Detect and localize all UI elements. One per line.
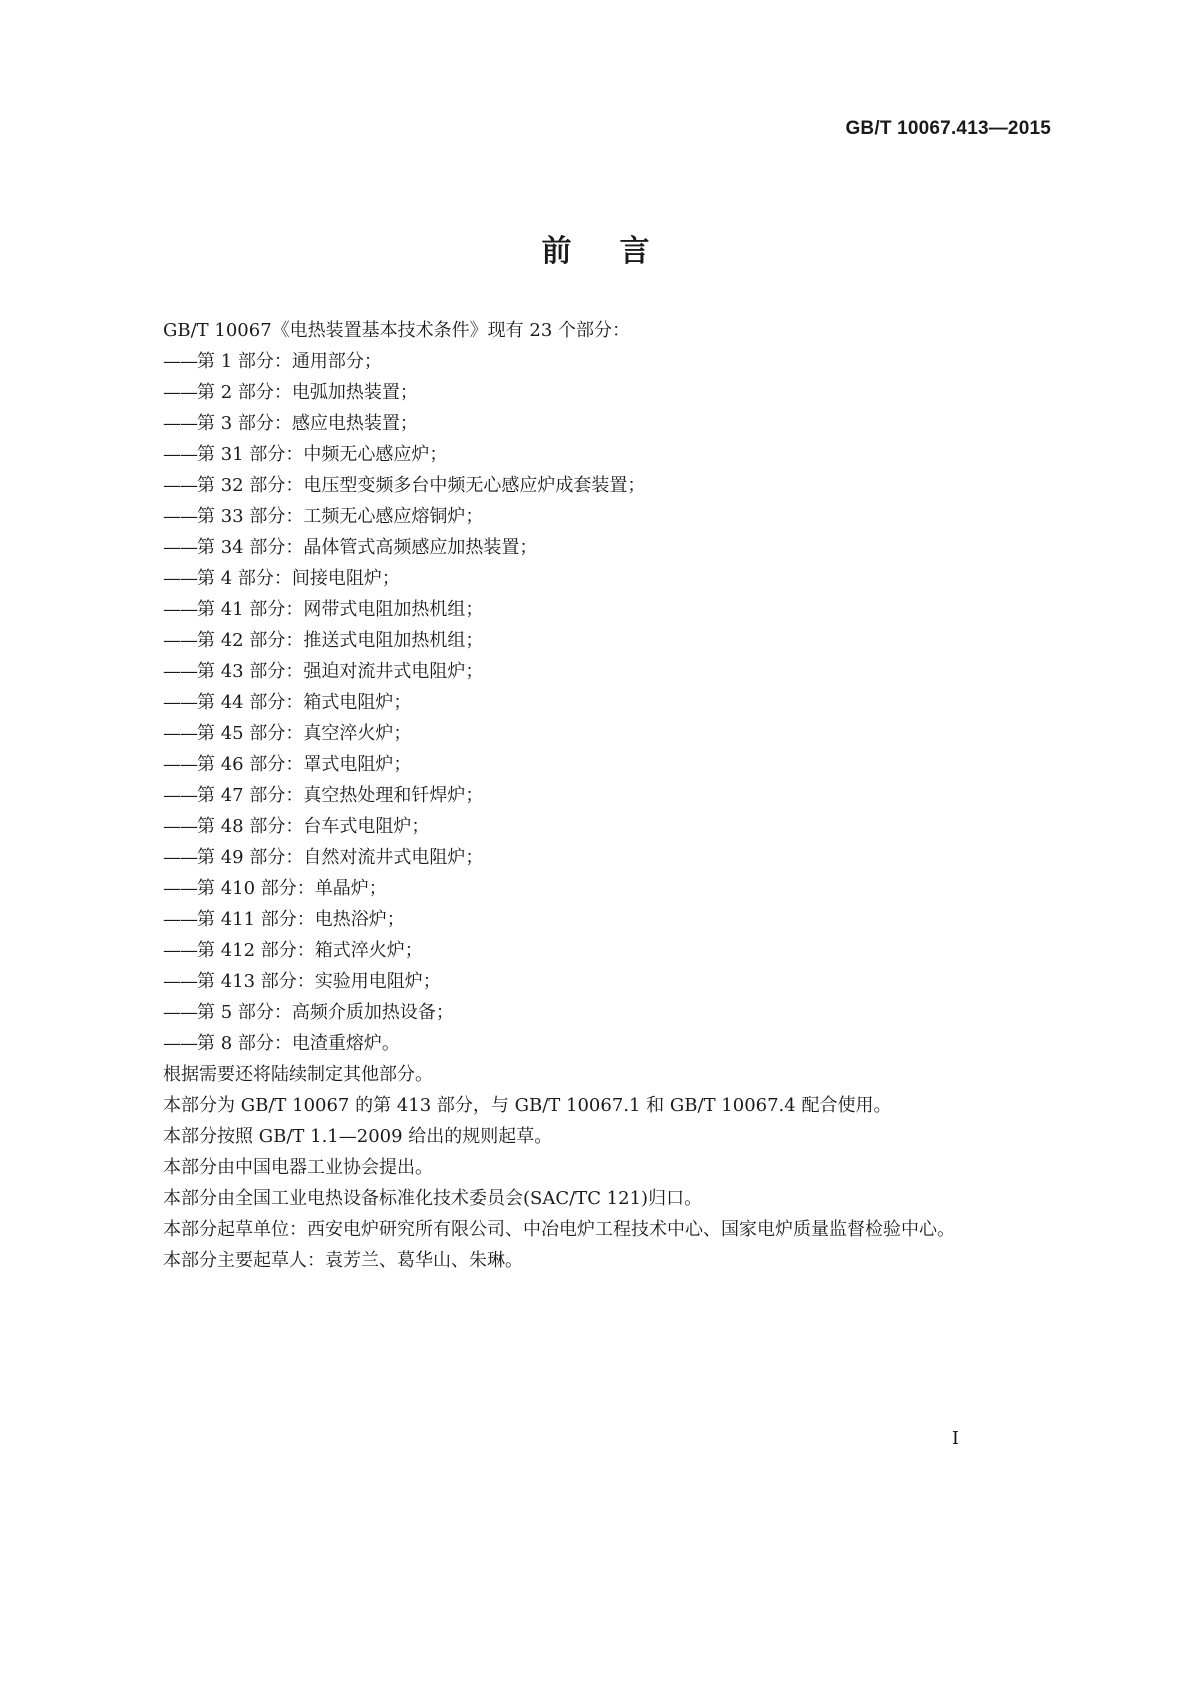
list-item [163, 346, 1063, 377]
list-item [163, 501, 1063, 532]
list-item [163, 532, 1063, 563]
list-item-text: 第 46 部分：罩式电阻炉； [197, 754, 412, 775]
dash-marker: —— [163, 754, 197, 775]
list-item [163, 873, 1063, 904]
dash-marker: —— [163, 909, 197, 930]
dash-marker: —— [163, 506, 197, 527]
list-item [163, 377, 1063, 408]
paragraph: 本部分起草单位：西安电炉研究所有限公司、中冶电炉工程技术中心、国家电炉质量监督检验中心。 [163, 1219, 955, 1240]
dash-marker: —— [163, 444, 197, 465]
dash-marker: —— [163, 661, 197, 682]
list-item-text: 第 42 部分：推送式电阻加热机组； [197, 630, 484, 651]
dash-marker: —— [163, 475, 197, 496]
dash-marker: —— [163, 785, 197, 806]
list-item-text: 第 32 部分：电压型变频多台中频无心感应炉成套装置； [197, 475, 646, 496]
list-item [163, 439, 1063, 470]
dash-marker: —— [163, 537, 197, 558]
list-item-text: 第 47 部分：真空热处理和钎焊炉； [197, 785, 484, 806]
list-item [163, 904, 1063, 935]
list-item [163, 997, 1063, 1028]
dash-marker: —— [163, 723, 197, 744]
dash-marker: —— [163, 382, 197, 403]
list-item-text: 第 3 部分：感应电热装置； [197, 413, 418, 434]
page-title: 前言 [541, 234, 698, 269]
list-item-text: 第 410 部分：单晶炉； [197, 878, 387, 899]
list-item-text: 第 34 部分：晶体管式高频感应加热装置； [197, 537, 538, 558]
list-item [163, 563, 1063, 594]
page-number: I [951, 1428, 959, 1449]
list-item-text: 第 41 部分：网带式电阻加热机组； [197, 599, 484, 620]
dash-marker: —— [163, 847, 197, 868]
paragraph: 根据需要还将陆续制定其他部分。 [163, 1064, 433, 1085]
list-item [163, 656, 1063, 687]
paragraph: 本部分按照 GB/T 1.1—2009 给出的规则起草。 [163, 1126, 553, 1147]
list-item [163, 470, 1063, 501]
dash-marker: —— [163, 692, 197, 713]
list-item-text: 第 1 部分：通用部分； [197, 351, 382, 372]
list-item-text: 第 412 部分：箱式淬火炉； [197, 940, 423, 961]
dash-marker: —— [163, 816, 197, 837]
list-item-text: 第 45 部分：真空淬火炉； [197, 723, 412, 744]
list-item [163, 594, 1063, 625]
paragraph: 本部分由全国工业电热设备标准化技术委员会(SAC/TC 121)归口。 [163, 1188, 703, 1209]
standard-code: GB/T 10067.413—2015 [845, 118, 1051, 139]
list-item [163, 811, 1063, 842]
dash-marker: —— [163, 568, 197, 589]
list-item [163, 935, 1063, 966]
list-item-text: 第 411 部分：电热浴炉； [197, 909, 405, 930]
list-item-text: 第 8 部分：电渣重熔炉。 [197, 1033, 400, 1054]
list-item [163, 408, 1063, 439]
list-item-text: 第 31 部分：中频无心感应炉； [197, 444, 448, 465]
paragraph: 本部分主要起草人：袁芳兰、葛华山、朱琳。 [163, 1250, 523, 1271]
list-item-text: 第 44 部分：箱式电阻炉； [197, 692, 412, 713]
dash-marker: —— [163, 1002, 197, 1023]
dash-marker: —— [163, 630, 197, 651]
list-item [163, 966, 1063, 997]
list-item [163, 780, 1063, 811]
foreword-body [163, 315, 1063, 1276]
dash-marker: —— [163, 940, 197, 961]
list-item-text: 第 48 部分：台车式电阻炉； [197, 816, 430, 837]
dash-marker: —— [163, 351, 197, 372]
list-item [163, 749, 1063, 780]
dash-marker: —— [163, 878, 197, 899]
list-item [163, 1028, 1063, 1059]
list-item-text: 第 2 部分：电弧加热装置； [197, 382, 418, 403]
dash-marker: —— [163, 599, 197, 620]
list-item [163, 625, 1063, 656]
list-item [163, 687, 1063, 718]
paragraph: 本部分由中国电器工业协会提出。 [163, 1157, 433, 1178]
intro-line: GB/T 10067《电热装置基本技术条件》现有 23 个部分： [163, 320, 631, 341]
dash-marker: —— [163, 971, 197, 992]
list-item [163, 842, 1063, 873]
paragraph: 本部分为 GB/T 10067 的第 413 部分，与 GB/T 10067.1 和 GB/T 10067.4 配合使用。 [163, 1095, 892, 1116]
dash-marker: —— [163, 1033, 197, 1054]
list-item-text: 第 49 部分：自然对流井式电阻炉； [197, 847, 484, 868]
list-item-text: 第 43 部分：强迫对流井式电阻炉； [197, 661, 484, 682]
list-item-text: 第 4 部分：间接电阻炉； [197, 568, 400, 589]
list-item-text: 第 33 部分：工频无心感应熔铜炉； [197, 506, 484, 527]
dash-marker: —— [163, 413, 197, 434]
list-item-text: 第 5 部分：高频介质加热设备； [197, 1002, 454, 1023]
list-item [163, 718, 1063, 749]
list-item-text: 第 413 部分：实验用电阻炉； [197, 971, 441, 992]
